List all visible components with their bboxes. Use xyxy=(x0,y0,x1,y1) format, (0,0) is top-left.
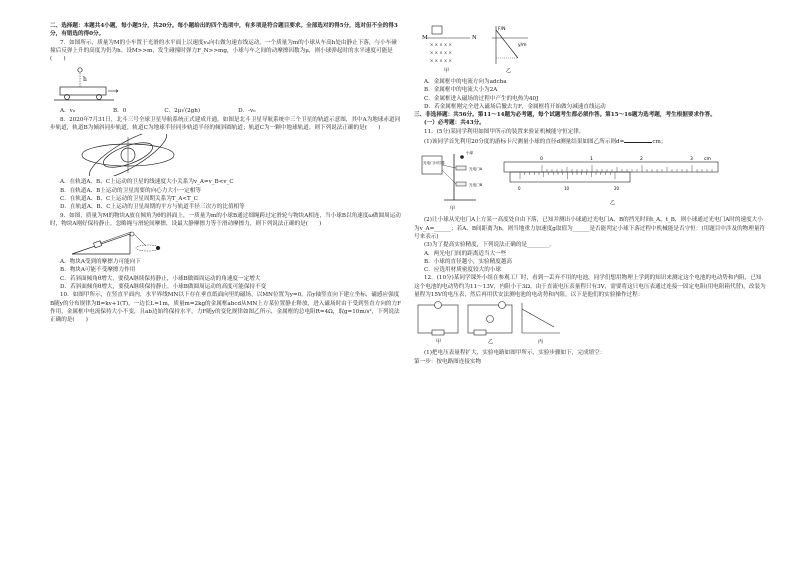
circuit-label-jia: 甲 xyxy=(436,339,442,346)
question-8-stem: 8．2020年7月31日，北斗三号全球卫星导航系统正式建成开通。如图是北斗卫星导航系统中三个卫星的轨道示意图，其中A为地球赤道同步轨道，轨道B为倾斜同步轨道，轨道C为地球半径同步轨道半径的倾斜圆轨道；轨道C为一颗中地球轨道。则下列说法正确的是( ) xyxy=(50,116,401,132)
required-section-title: (一）必考题：共43分。 xyxy=(424,120,485,127)
question-7-options xyxy=(50,107,402,115)
question-8-option-b: B．在轨道A、B上运动的卫星需要的向心力大小一定相等 xyxy=(60,187,201,194)
question-10-figure xyxy=(414,24,766,76)
question-10-option-a: A．金属框中的电流方向为adcba xyxy=(424,79,507,85)
section-2-title: 二、选择题：本题共4小题，每小题5分，共20分。每小题给出的四个选项中，有多项是符合题目要求。全部选对的得5分，选对但不全的得3分，有错选的得0分。 xyxy=(50,23,398,38)
question-9-figure xyxy=(50,230,402,256)
question-11-option-c: C．应选用材质密度较大的小球 xyxy=(424,267,501,274)
question-8-option-d: D．在轨道A、B、C上运动的卫星周期的平方与轨道半径三次方的比值相等 xyxy=(60,204,245,211)
question-12-step-1: 第一步：按电路图连接实物 xyxy=(414,358,482,365)
question-9-stem: 9．如图，质量为M的物块A放在倾角为θ的斜面上，一质量为m的小球B通过细绳跨过定滑轮与物块A相连，当小球B以角速度ω做圆周运动时，物块A刚好保持静止。忽略绳与滑轮间摩擦，设最大静摩擦力等于滑动摩擦力，则下列说法正确的是( ) xyxy=(50,212,401,227)
main-scale-0: 0 xyxy=(540,157,543,163)
label-yi: 乙 xyxy=(506,68,512,74)
question-9-option-c: C．若斜面倾角θ增大，要使A继续保持静止，小球B做圆周运动的角速度一定增大 xyxy=(60,275,261,282)
section-3-title: 三、非选择题：共56分。第11～14题为必考题，每个试题考生都必须作答。第15～16题为选考题，考生根据要求作答。 xyxy=(414,112,716,119)
question-11-stem: 11．(5分)某同学利用如图甲所示的装置来验证机械能守恒定律。 xyxy=(424,128,585,135)
incline-pulley-diagram xyxy=(70,230,190,256)
label-ball: 小球 xyxy=(466,151,474,156)
question-12-figure xyxy=(414,301,766,347)
label-gate-b: 光电门B xyxy=(469,183,483,188)
question-10-option-d: D．若金属框刚完全进入磁场后撤去力F，金属框将开始做匀减速直线运动 xyxy=(424,103,606,110)
main-scale-1: 1 xyxy=(590,157,593,163)
question-10-stem: 10．如图甲所示，在竖直平面内，水平界线MN以下存在垂直纸面向里的磁场，以MN位置为y=0，沿y轴竖直向下建立坐标，磁感应强度B随y的分布规律为B=kv+1(T)，一边长L=1m，质量m=2kg的金属框abcd从MN上方某位置静止释放，进入磁场时由于受到竖直方向的力F作用，金属框中电流保持大小不变，且ab边始终保持水平，力F随y的变化规律如图乙所示，金属框的总电阻R=4Ω，取g=10m/s²，下列说法正确的是( ) xyxy=(50,292,402,324)
question-10-option-b: B．金属框中的电流大小为2A xyxy=(424,87,498,94)
label-timer: 光电门计时器 xyxy=(423,161,445,166)
answer-blank xyxy=(624,136,652,143)
circuit-diagrams xyxy=(414,301,564,347)
right-column xyxy=(414,22,766,366)
question-9-option-b: B．物块A可能不受摩擦力作用 xyxy=(60,267,136,274)
question-9-option-d: D．若斜面倾角θ增大，要使A继续保持静止，小球B做圆周运动的高度可能保持不变 xyxy=(60,284,267,291)
option-b: B．0 xyxy=(113,108,127,115)
photogate-vernier-diagram xyxy=(414,148,764,214)
option-c: C．2μ√(2gh) xyxy=(164,108,201,115)
main-scale-3: 3 xyxy=(690,157,693,163)
label-m: M xyxy=(422,35,428,41)
label-fig-yi: 乙 xyxy=(610,200,616,207)
question-8-option-a: A．在轨道A、B、C上运动的卫星的线速度大小关系为v_A=v_B<v_C xyxy=(60,179,234,186)
vernier-10: 10 xyxy=(564,186,570,192)
main-scale-unit: cm xyxy=(704,157,711,163)
cart-ball-diagram xyxy=(50,65,130,105)
main-scale-2: 2 xyxy=(640,157,643,163)
question-12-stem: 12．(10分)某同学课外小组在参观工厂时，看到一丢弃不用的电池，同学们想用物理上学到的知识来测定这个电池的电动势和内阻，已知这个电池的电动势约为11～13V，内阻小于3Ω。由于直流电压表量程只有3V，需要将这只电压表通过连接一固定电阻(用电阻箱代替)，改装为量程为15V的电压表，然后再用伏安法测电池的电动势和内阻，以下是他们的实验操作过程： xyxy=(414,275,766,299)
label-y: y/m xyxy=(518,43,527,48)
question-7-stem: 7．如图所示，质量为M的小车置于光滑的水平面上以速度v₀向右做匀速直线运动，一个质量为m的小球从车高h处由静止下落，与小车碰撞后反弹上升的高度为仍为h。设M>>m，发生碰撞时弹力F_N>>mg，小球与车之间的动摩擦因数为μ，则小球弹起时的水平速度可能是( ) xyxy=(50,39,397,63)
svg-text:× × × × ×: × × × × × xyxy=(430,42,452,47)
question-11-option-a: A．两光电门间的距离适当大一些 xyxy=(424,250,507,257)
label-fig-jia: 甲 xyxy=(450,206,456,213)
question-11-part-1: (1)该同学首先利用20分度的游标卡尺测量小球的直径d测量结果如图乙所示则d= cm； xyxy=(414,136,766,146)
option-a: A．v₀ xyxy=(60,108,76,115)
circuit-label-bing: 丙 xyxy=(538,339,544,346)
label-force: F/N xyxy=(498,27,506,32)
question-11-figure xyxy=(414,148,766,214)
question-8-option-c: C．在轨道A、B、C上运动的卫星周期关系为T_A<T_C xyxy=(60,195,198,202)
vernier-20: 20 xyxy=(614,186,620,192)
question-12-part-1: (1)把电压表量程扩大，实验电路如图甲所示，实验步骤如下，完成填空： xyxy=(424,350,606,357)
orbit-diagram xyxy=(68,134,188,176)
magnetic-field-diagram xyxy=(420,24,540,76)
question-11-part-3: (3)为了提高实验精度，下列说法正确的是________。 xyxy=(424,242,555,249)
vernier-caliper xyxy=(504,156,718,191)
question-11-part-2: (2)让小球从光电门A上方某一高度处自由下落，已知并测出小球通过光电门A、B的挡光时间t_A、t_B，则小球通过光电门A时的速度大小为v_A=______；若A、B间距离为h，则当地重力加速度g取值为______是否能判定小球下落过程中机械能是否守恒：(用题目中涉及的物理量符号来表示) xyxy=(414,217,766,240)
question-8-figure xyxy=(50,134,402,176)
svg-text:× × × × ×: × × × × × xyxy=(430,50,452,55)
svg-text:× × × × ×: × × × × × xyxy=(430,58,452,63)
question-11-option-b: B．小球的直径越小，实验精度越高 xyxy=(424,258,513,265)
label-gate-a: 光电门A xyxy=(469,167,483,172)
question-7-figure xyxy=(50,65,402,105)
height-label: h xyxy=(83,76,87,84)
left-column xyxy=(50,22,402,325)
vernier-0: 0 xyxy=(518,186,521,192)
option-d: D．-v₀ xyxy=(238,108,256,115)
label-jia: 甲 xyxy=(444,68,450,74)
question-9-option-a: A．物块A受到的摩擦力可能向下 xyxy=(60,259,141,266)
label-n: N xyxy=(472,35,477,41)
question-10-option-c: C．金属框进入磁场的过程中产生的电热为40J xyxy=(424,95,539,102)
circuit-label-yi: 乙 xyxy=(488,339,494,346)
